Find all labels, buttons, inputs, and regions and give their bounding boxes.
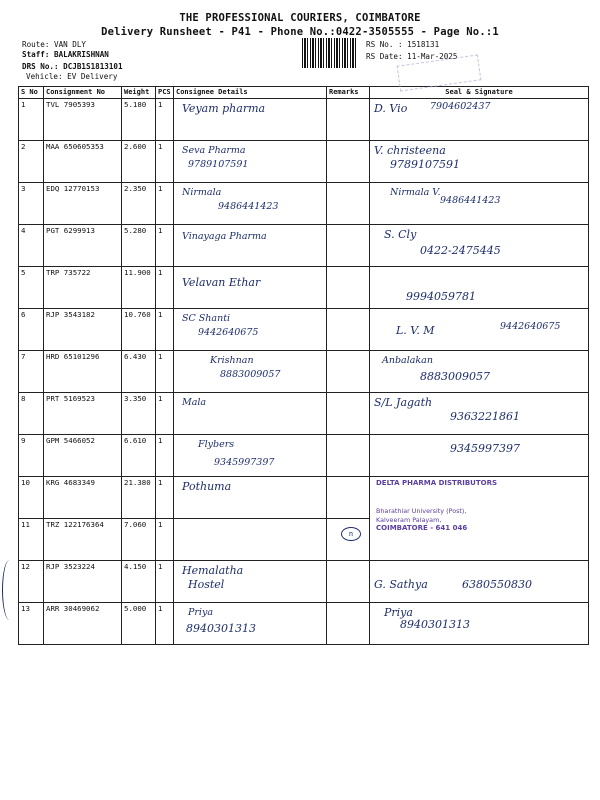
- consignee-name: Nirmala: [182, 187, 222, 198]
- table-row: [19, 141, 589, 183]
- consignee-name: SC Shanti: [182, 313, 231, 324]
- consignee-phone: 9789107591: [188, 159, 249, 170]
- signature-phone: 0422-2475445: [420, 244, 501, 257]
- signature-phone: 6380550830: [462, 578, 532, 591]
- consignee-name: Vinayaga Pharma: [182, 231, 267, 242]
- cell-weight: 5.280: [122, 225, 156, 267]
- cell-remarks: [327, 477, 370, 519]
- header-signature: Seal & Signature: [370, 87, 589, 99]
- cell-consignee: [174, 435, 327, 477]
- header-weight: Weight: [122, 87, 156, 99]
- signature-phone: 9486441423: [440, 195, 501, 206]
- cell-consignee: [174, 561, 327, 603]
- table-row: [19, 99, 589, 141]
- signature-phone: 9363221861: [450, 410, 520, 423]
- consignee-phone: 8883009057: [220, 369, 281, 380]
- cell-sno: 2: [19, 141, 44, 183]
- cell-pcs: 1: [156, 225, 174, 267]
- consignee-name: Mala: [182, 397, 207, 408]
- route-label: Route: VAN DLY: [22, 40, 87, 49]
- cell-pcs: 1: [156, 351, 174, 393]
- cell-pcs: 1: [156, 99, 174, 141]
- cell-sno: 13: [19, 603, 44, 645]
- signature-name: S/L Jagath: [374, 396, 433, 409]
- cell-weight: 2.600: [122, 141, 156, 183]
- table-header-row: [19, 87, 589, 99]
- signature-phone: 9345997397: [450, 442, 520, 455]
- cell-pcs: 1: [156, 267, 174, 309]
- cell-consignment: RJP 3523224: [44, 561, 122, 603]
- cell-sno: 10: [19, 477, 44, 519]
- cell-weight: 2.350: [122, 183, 156, 225]
- table-row: [19, 561, 589, 603]
- cell-signature: [370, 477, 589, 561]
- cell-pcs: 1: [156, 477, 174, 519]
- table-row: [19, 435, 589, 477]
- runsheet-table: [18, 86, 589, 645]
- cell-remarks: [327, 435, 370, 477]
- cell-sno: 6: [19, 309, 44, 351]
- vehicle-label: Vehicle: EV Delivery: [26, 72, 118, 81]
- consignee-name: Priya: [188, 607, 214, 618]
- cell-weight: 11.900: [122, 267, 156, 309]
- header-pcs: PCS: [156, 87, 174, 99]
- signature-name: S. Cly: [384, 228, 417, 241]
- cell-sno: 7: [19, 351, 44, 393]
- table-row: [19, 183, 589, 225]
- signature-name: Nirmala V.: [390, 187, 441, 198]
- cell-weight: 7.060: [122, 519, 156, 561]
- table-row: [19, 267, 589, 309]
- consignee-name: Seva Pharma: [182, 145, 246, 156]
- cell-consignment: TRP 735722: [44, 267, 122, 309]
- consignee-name: Velavan Ethar: [182, 276, 261, 289]
- table-row: [19, 477, 589, 519]
- cell-weight: 4.150: [122, 561, 156, 603]
- cell-signature: [370, 267, 589, 309]
- cell-consignee: [174, 477, 327, 519]
- cell-signature: [370, 435, 589, 477]
- cell-consignment: RJP 3543182: [44, 309, 122, 351]
- table-row: [19, 225, 589, 267]
- cell-consignee: [174, 351, 327, 393]
- cell-consignee: [174, 225, 327, 267]
- cell-pcs: 1: [156, 309, 174, 351]
- cell-sno: 4: [19, 225, 44, 267]
- cell-signature: [370, 141, 589, 183]
- cell-remarks: [327, 519, 370, 561]
- cell-sno: 3: [19, 183, 44, 225]
- company-title: THE PROFESSIONAL COURIERS, COIMBATORE: [179, 12, 421, 24]
- signature-name: G. Sathya: [374, 578, 428, 591]
- signature-phone: 9442640675: [500, 321, 561, 332]
- cell-remarks: [327, 141, 370, 183]
- cell-consignment: GPM 5466052: [44, 435, 122, 477]
- barcode: [302, 38, 358, 68]
- table-row: [19, 309, 589, 351]
- cell-consignment: MAA 650605353: [44, 141, 122, 183]
- cell-weight: 5.000: [122, 603, 156, 645]
- cell-signature: [370, 183, 589, 225]
- cell-consignment: PGT 6299913: [44, 225, 122, 267]
- cell-consignee: [174, 603, 327, 645]
- cell-remarks: [327, 225, 370, 267]
- cell-consignment: PRT 5169523: [44, 393, 122, 435]
- consignee-name: Krishnan: [210, 355, 254, 366]
- cell-consignee: [174, 141, 327, 183]
- cell-consignee: [174, 393, 327, 435]
- cell-remarks: [327, 183, 370, 225]
- cell-weight: 6.430: [122, 351, 156, 393]
- signature-name: V. christeena: [374, 144, 446, 157]
- cell-remarks: [327, 267, 370, 309]
- header-remarks: Remarks: [327, 87, 370, 99]
- consignee-phone: 9486441423: [218, 201, 279, 212]
- table-row: [19, 603, 589, 645]
- table-row: [19, 393, 589, 435]
- cell-signature: [370, 309, 589, 351]
- cell-pcs: 1: [156, 183, 174, 225]
- signature-phone: 7904602437: [430, 101, 491, 112]
- consignee-name: Flybers: [198, 439, 235, 450]
- drs-number: DRS No.: DCJB1S1813101: [22, 62, 123, 71]
- cell-consignment: ARR 30469062: [44, 603, 122, 645]
- cell-sno: 9: [19, 435, 44, 477]
- cell-consignment: HRD 65101296: [44, 351, 122, 393]
- signature-phone: 9994059781: [406, 290, 476, 303]
- cell-weight: 5.180: [122, 99, 156, 141]
- consignee-name: Hemalatha: [182, 564, 244, 577]
- cell-weight: 21.380: [122, 477, 156, 519]
- cell-pcs: 1: [156, 141, 174, 183]
- signature-name: Priya: [384, 606, 413, 619]
- cell-pcs: 1: [156, 603, 174, 645]
- cell-signature: [370, 351, 589, 393]
- cell-consignee: [174, 519, 327, 561]
- table-row: [19, 351, 589, 393]
- cell-remarks: [327, 603, 370, 645]
- cell-consignment: TRZ 122176364: [44, 519, 122, 561]
- cell-sno: 5: [19, 267, 44, 309]
- cell-sno: 11: [19, 519, 44, 561]
- signature-phone: 8940301313: [400, 618, 470, 631]
- signature-name: L. V. M: [396, 324, 435, 337]
- rs-number: RS No. : 1518131: [366, 40, 440, 49]
- cell-weight: 6.610: [122, 435, 156, 477]
- cell-remarks: [327, 99, 370, 141]
- cell-consignee: [174, 183, 327, 225]
- header-consignee: Consignee Details: [174, 87, 327, 99]
- cell-pcs: 1: [156, 561, 174, 603]
- cell-sno: 12: [19, 561, 44, 603]
- cell-consignee: [174, 309, 327, 351]
- cell-pcs: 1: [156, 393, 174, 435]
- signature-phone: 8883009057: [420, 370, 490, 383]
- cell-signature: [370, 603, 589, 645]
- cell-consignment: TVL 7905393: [44, 99, 122, 141]
- cell-remarks: [327, 393, 370, 435]
- cell-consignment: EDQ 12770153: [44, 183, 122, 225]
- cell-remarks: [327, 309, 370, 351]
- cell-signature: [370, 561, 589, 603]
- cell-consignment: KRG 4683349: [44, 477, 122, 519]
- consignee-phone: 8940301313: [186, 622, 256, 635]
- seal-stamp: DELTA PHARMA DISTRIBUTORS Bharathiar University (Post), Kalveeram Palayam, COIMBATORE - 641 046: [376, 479, 497, 533]
- cell-signature: [370, 225, 589, 267]
- cell-consignee: [174, 99, 327, 141]
- signature-name: D. Vio: [374, 102, 408, 115]
- cell-sno: 1: [19, 99, 44, 141]
- cell-sno: 8: [19, 393, 44, 435]
- cell-pcs: 1: [156, 519, 174, 561]
- cell-weight: 3.350: [122, 393, 156, 435]
- consignee-name: Veyam pharma: [182, 102, 266, 115]
- cell-consignee: [174, 267, 327, 309]
- cell-weight: 10.760: [122, 309, 156, 351]
- signature-name: Anbalakan: [382, 355, 433, 366]
- runsheet-subtitle: Delivery Runsheet - P41 - Phone No.:0422-3505555 - Page No.:1: [101, 26, 499, 38]
- cell-signature: [370, 393, 589, 435]
- cell-signature: [370, 99, 589, 141]
- staff-label: Staff: BALAKRISHNAN: [22, 50, 109, 59]
- cell-pcs: 1: [156, 435, 174, 477]
- margin-pen-mark: [2, 560, 17, 620]
- consignee-name: Pothuma: [182, 480, 232, 493]
- signature-phone: 9789107591: [390, 158, 460, 171]
- header-consignment: Consignment No: [44, 87, 122, 99]
- rs-date: RS Date: 11-Mar-2025: [366, 52, 458, 61]
- consignee-phone: 9442640675: [198, 327, 259, 338]
- consignee-phone: Hostel: [188, 578, 225, 591]
- cell-remarks: [327, 351, 370, 393]
- cell-remarks: [327, 561, 370, 603]
- remark-circle-mark: n: [341, 527, 361, 541]
- header-sno: S No: [19, 87, 44, 99]
- consignee-phone: 9345997397: [214, 457, 275, 468]
